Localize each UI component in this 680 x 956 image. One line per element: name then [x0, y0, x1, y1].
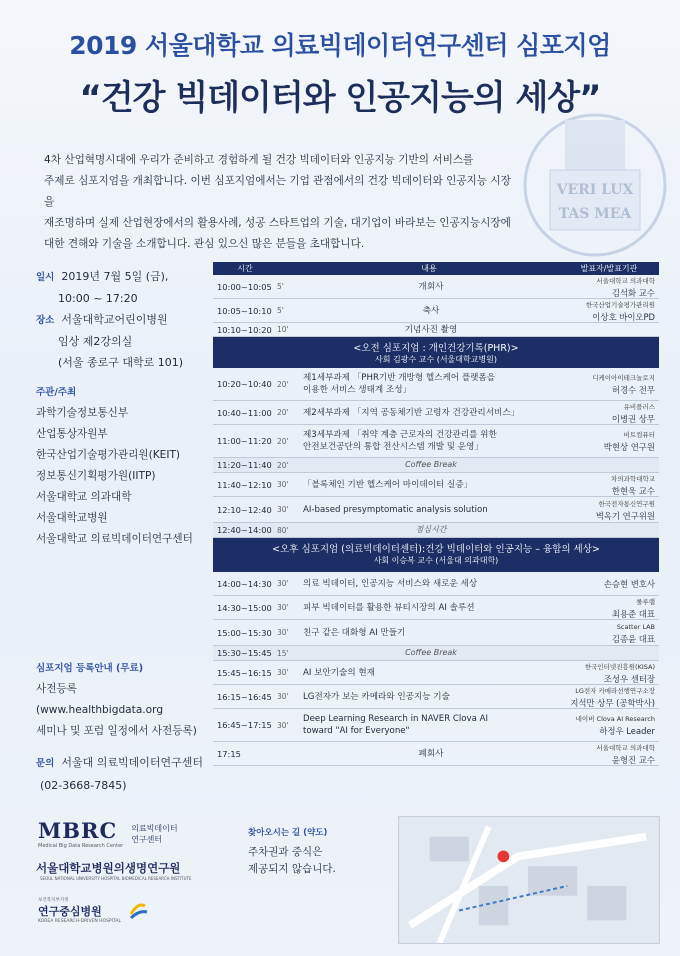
speaker-name: 벽옥기 연구위원: [595, 510, 655, 521]
row-duration: 30': [277, 603, 289, 612]
speaker-name: 최용준 대표: [611, 608, 655, 619]
host-label: 주관/주최: [36, 387, 77, 398]
row-duration: 30': [277, 480, 289, 489]
event-theme: “건강 빅데이터와 인공지능의 세상”: [79, 78, 601, 118]
snuh-logo-english: SEOUL NATIONAL UNIVERSITY HOSPITAL BIOMEDICAL RESEARCH INSTITUTE: [40, 876, 192, 881]
row-speaker: [559, 498, 659, 522]
header-content: 내용: [421, 264, 437, 273]
intro-line: 주제로 심포지엄을 개최합니다. 이번 심포지엄에서는 기업 관점에서의 건강 빅데이터와 인공지능 시장을: [44, 175, 511, 208]
row-content: AI 보안기술의 현재: [303, 667, 375, 678]
row-time: 12:40~14:00: [217, 525, 272, 535]
schedule-row: [213, 661, 659, 685]
event-time: 10:00 ~ 17:20: [58, 292, 138, 305]
host-list: [36, 403, 206, 550]
host-item: 산업통상자원부: [36, 428, 108, 440]
speaker-organization: 한국산업기술평가관리원: [585, 300, 655, 309]
schedule-break-row: [213, 646, 659, 661]
schedule-row: [213, 742, 659, 766]
schedule-row: [213, 685, 659, 709]
schedule-row: [213, 368, 659, 401]
registration-label: 심포지엄 등록안내 (무료): [36, 663, 144, 674]
row-duration: 20': [277, 408, 289, 417]
row-duration: 30': [277, 579, 289, 588]
header-time: 시간: [237, 264, 253, 273]
research-hospital-name: 연구중심병원: [38, 905, 102, 918]
research-hospital-english: KOREA RESEARCH-DRIVEN HOSPITAL: [38, 919, 121, 924]
schedule-row: [213, 275, 659, 299]
row-content: 「블록체인 기반 헬스케어 마이데이터 실증」: [303, 479, 473, 490]
schedule-row: [213, 596, 659, 620]
university-emblem: [520, 110, 670, 260]
row-time: 11:40~12:10: [217, 479, 272, 490]
row-time: 10:05~10:10: [217, 305, 272, 316]
row-content: 제3세부과제 「취약 계층 근로자의 건강관리를 위한 안전보건공단의 통합 전산시스템 개발 및 운영」: [303, 430, 497, 452]
row-duration: 30': [277, 668, 289, 677]
schedule-break-row: [213, 523, 659, 538]
row-duration: 20': [277, 460, 289, 470]
intro-line: 4차 산업혁명시대에 우리가 준비하고 경험하게 될 건강 빅데이터와 인공지능 기반의 서비스를: [44, 154, 474, 166]
row-duration: 5': [277, 282, 284, 291]
speaker-name: 손승현 변호사: [603, 578, 655, 589]
speaker-organization: 한국전자통신연구원: [598, 499, 655, 508]
row-time: 15:30~15:45: [217, 648, 272, 658]
mbrc-logo-english: Medical Big Data Research Center: [38, 843, 124, 849]
schedule-row: [213, 620, 659, 646]
event-date: 2019년 7월 5일 (금),: [61, 270, 169, 283]
row-duration: 5': [277, 306, 284, 315]
session-moderator: 사회 김광수 교수 (서울대학교병원): [374, 355, 498, 364]
registration-info: [36, 658, 221, 742]
row-duration: 80': [277, 525, 289, 535]
row-time: 14:00~14:30: [217, 578, 272, 589]
row-duration: 15': [277, 648, 289, 658]
speaker-name: 김석화 교수: [611, 287, 655, 298]
speaker-organization: 한국인터넷진흥원(KISA): [584, 662, 655, 671]
registration-line: 세미나 및 포럼 일정에서 사전등록): [36, 725, 197, 737]
host-item: 과학기술정보통신부: [36, 407, 129, 419]
research-hospital-logo: [38, 897, 149, 924]
row-speaker: [559, 621, 659, 645]
row-time: 15:00~15:30: [217, 627, 272, 638]
row-time: 11:20~11:40: [217, 460, 272, 470]
row-speaker: [559, 473, 659, 497]
speaker-name: 이병권 상무: [611, 413, 655, 424]
row-time: 16:45~17:15: [217, 720, 272, 730]
row-speaker: [559, 299, 659, 323]
emblem-top-text: VERI LUX: [556, 182, 634, 198]
row-time: 10:10~10:20: [217, 324, 272, 335]
row-content: 친구 같은 대화형 AI 만들기: [303, 627, 406, 638]
row-duration: 30': [277, 505, 289, 514]
row-speaker: [559, 713, 659, 737]
schedule-header: [213, 262, 659, 275]
header: [0, 26, 680, 119]
intro-line: 대한 견해와 기술을 소개합니다. 관심 있으신 많은 분들을 초대합니다.: [44, 238, 365, 250]
schedule-row: [213, 323, 659, 337]
date-label: 일시: [36, 272, 55, 283]
row-speaker: [559, 578, 659, 590]
row-duration: 30': [277, 692, 289, 701]
row-speaker: [559, 596, 659, 620]
row-duration: 20': [277, 436, 289, 446]
row-content: 의료 빅데이터, 인공지능 서비스와 새로운 세상: [303, 578, 478, 589]
speaker-organization: 네이버 Clova AI Research: [575, 715, 655, 723]
session-moderator: 사회 이승복 교수 (서울대 의과대학): [373, 556, 499, 565]
afternoon-session-banner: [213, 538, 659, 572]
location-map: [398, 816, 660, 944]
row-content: 폐회사: [418, 748, 444, 759]
mbrc-korean-name: 의료빅데이터: [131, 823, 178, 833]
directions: [248, 826, 336, 878]
row-content: 제1세부과제 「PHR기반 개방형 헬스케어 플랫폼을 이용한 서비스 생태계 조성」: [303, 373, 496, 395]
intro-line: 재조명하며 실제 산업현장에서의 활용사례, 성공 스타트업의 기술, 대기업이 바라보는 인공지능시장에: [44, 217, 511, 229]
header-speaker: 발표자/발표기관: [580, 264, 638, 273]
row-content: 제2세부과제 「지역 공동체기반 고령자 건강관리서비스」: [303, 407, 520, 418]
row-time: 14:30~15:00: [217, 602, 272, 613]
row-duration: 30': [277, 720, 289, 730]
row-speaker: [559, 661, 659, 685]
row-time: 12:10~12:40: [217, 504, 272, 515]
place-label: 장소: [36, 315, 55, 326]
row-speaker: [559, 275, 659, 299]
directions-note: 제공되지 않습니다.: [248, 863, 336, 875]
speaker-name: 이상호 바이오PD: [592, 311, 655, 322]
speaker-name: 윤형진 교수: [611, 754, 655, 765]
contact-name: 서울대 의료빅데이터연구센터: [61, 756, 203, 769]
contact-label: 문의: [36, 758, 55, 769]
speaker-name: 지석만 상무 (공학박사): [570, 697, 655, 708]
row-time: 10:00~10:05: [217, 281, 272, 292]
place-name: 서울대학교어린이병원: [61, 313, 168, 326]
speaker-name: 조성우 센터장: [603, 673, 655, 684]
speaker-name: 한현욱 교수: [611, 485, 655, 496]
directions-label: 찾아오시는 길 (약도): [248, 828, 328, 838]
schedule-table: [213, 262, 659, 766]
event-info: [36, 266, 206, 550]
row-speaker: [559, 685, 659, 709]
host-item: 한국산업기술평가관리원(KEIT): [36, 449, 181, 461]
schedule-row: [213, 572, 659, 596]
schedule-row: [213, 473, 659, 497]
contact-phone: (02-3668-7845): [40, 779, 127, 792]
schedule-break-row: [213, 458, 659, 473]
speaker-organization: Scatter LAB: [616, 622, 655, 631]
speaker-organization: LG전자 카메라선행연구소장: [575, 686, 655, 695]
emblem-bottom-text: TAS MEA: [558, 206, 632, 222]
morning-session-banner: [213, 337, 659, 368]
row-duration: 10': [277, 325, 289, 334]
row-content: Deep Learning Research in NAVER Clova AI toward "AI for Everyone": [303, 714, 489, 736]
place-room: 임상 제2강의실: [58, 335, 133, 348]
session-title: <오후 심포지엄 (의료빅데이터센터):건강 빅데이터와 인공지능 – 융합의 세상>: [272, 544, 600, 555]
row-time: 10:20~10:40: [217, 379, 272, 389]
schedule-row: [213, 401, 659, 425]
row-content: 개회사: [418, 281, 444, 292]
snuh-logo: 서울대학교병원의생명연구원: [36, 861, 181, 875]
row-content: 피부 빅데이터를 활용한 뷰티시장의 AI 솔루션: [303, 602, 475, 613]
row-content: 축사: [422, 305, 440, 316]
row-time: 10:40~11:00: [217, 407, 272, 418]
row-content: Coffee Break: [405, 648, 457, 657]
row-content: Coffee Break: [405, 460, 457, 469]
speaker-organization: 디케이아이테크놀로지: [592, 374, 655, 382]
row-time: 16:15~16:45: [217, 691, 272, 702]
event-title: 2019 서울대학교 의료빅데이터연구센터 심포지엄: [69, 31, 611, 60]
row-speaker: [559, 372, 659, 396]
host-item: 정보통신기획평가원(IITP): [36, 470, 156, 482]
speaker-name: 김종윤 대표: [611, 633, 655, 644]
intro-paragraph: [44, 150, 514, 255]
row-time: 17:15: [217, 748, 241, 759]
row-content: 점심시간: [415, 525, 447, 534]
speaker-organization: 차의과학대학교: [611, 474, 655, 483]
host-item: 서울대학교 의료빅데이터연구센터: [36, 533, 193, 545]
speaker-name: 허경수 전무: [611, 385, 655, 395]
contact-info: [36, 752, 221, 797]
speaker-organization: 서울대학교 의과대학: [596, 743, 655, 752]
schedule-row: [213, 299, 659, 323]
directions-note: 주차권과 중식은: [248, 846, 323, 858]
host-item: 서울대학교병원: [36, 512, 108, 524]
mbrc-logo: [38, 818, 178, 849]
speaker-organization: 룰루랩: [636, 597, 655, 606]
schedule-row: [213, 497, 659, 523]
speaker-organization: 서울대학교 의과대학: [596, 276, 655, 285]
mbrc-logo-text: MBRC: [38, 818, 118, 843]
row-speaker: [559, 401, 659, 425]
session-title: <오전 심포지엄 : 개인건강기록(PHR)>: [353, 343, 519, 354]
registration-url[interactable]: (www.healthbigdata.org: [36, 704, 164, 716]
row-duration: 30': [277, 628, 289, 637]
host-item: 서울대학교 의과대학: [36, 491, 132, 503]
row-speaker: [559, 429, 659, 453]
schedule-row: [213, 709, 659, 742]
speaker-name: 하정우 Leader: [599, 726, 655, 736]
schedule-row: [213, 425, 659, 458]
speaker-organization: 비트컴퓨터: [623, 431, 655, 439]
speaker-name: 박현상 연구원: [603, 442, 655, 452]
row-time: 11:00~11:20: [217, 436, 272, 446]
place-address: (서울 종로구 대학로 101): [58, 356, 184, 369]
row-time: 15:45~16:15: [217, 667, 272, 678]
research-hospital-designation: 보건복지부지정: [38, 898, 69, 903]
row-duration: 20': [277, 379, 289, 389]
speaker-organization: 유비플러스: [623, 402, 655, 411]
row-content: LG전자가 보는 카메라와 인공지능 기술: [303, 691, 450, 702]
row-speaker: [559, 742, 659, 766]
research-hospital-icon: [127, 900, 149, 922]
mbrc-korean-name: 연구센터: [131, 834, 163, 844]
registration-line: 사전등록: [36, 683, 77, 695]
row-content: 기념사진 촬영: [404, 324, 458, 335]
map-marker-icon: [498, 850, 510, 862]
row-content: AI-based presymptomatic analysis solution: [303, 504, 488, 515]
